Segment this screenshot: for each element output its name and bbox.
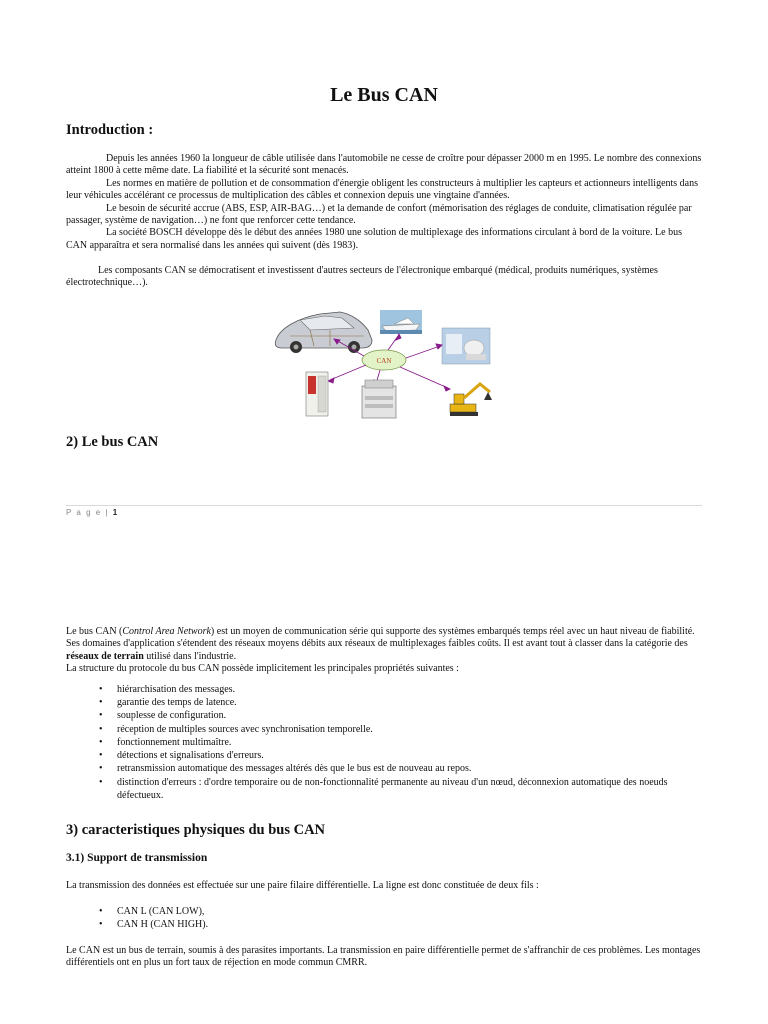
medical-equipment-image — [442, 328, 490, 364]
section2-heading: 2) Le bus CAN — [66, 434, 159, 450]
intro-text — [66, 153, 702, 252]
page-footer-divider — [66, 505, 702, 506]
intro-paragraph: Le besoin de sécurité accrue (ABS, ESP, AIR-BAG…) et la demande de confort (mémorisation des réglages de conduite, climatisation régulée par passager, système de navigation…) ne font que renforcer cette tendance. — [66, 202, 692, 227]
text-run: Le bus CAN ( — [66, 626, 123, 637]
structure-paragraph: La structure du protocole du bus CAN possède implicitement les principales propriétés suivantes : — [66, 663, 459, 675]
page-label: P a g e — [66, 508, 102, 517]
text-run-italic: Control Area Network — [122, 626, 211, 637]
text-run: ) est un moyen de communication série qui supporte des systèmes embarqués temps réel avec un haut niveau de fiabilité. Ses domaines d'application s'étendent des réseaux moyens débits aux réseaux de multiplexages faibles coûts. Il est avant tout à classer dans la catégorie des — [66, 626, 695, 650]
can-definition-paragraph — [66, 626, 702, 663]
list-item: • CAN H (CAN HIGH). — [66, 918, 702, 931]
list-item: • hiérarchisation des messages. — [66, 683, 702, 696]
list-item: • garantie des temps de latence. — [66, 696, 702, 709]
list-item: • CAN L (CAN LOW), — [66, 905, 702, 918]
page-footer: P a g e | 1 — [66, 508, 119, 517]
can-description — [66, 626, 702, 802]
intro-heading: Introduction : — [66, 122, 154, 138]
properties-list — [66, 683, 702, 803]
car-image — [275, 312, 372, 353]
list-item: • distinction d'erreurs : d'ordre temporaire ou de non-fonctionnalité permanente au niveau d'un nœud, déconnexion automatique des noeuds défectueux. — [66, 776, 702, 803]
can-lines-list — [66, 905, 702, 932]
can-bubble-label: CAN — [376, 357, 392, 365]
intro-paragraph: La société BOSCH développe dès le début des années 1980 une solution de multiplexage des informations circulant à bord de la voiture. Le bus CAN apparaîtra et sera normalisé dans les années qui suivent (dès 1983). — [66, 227, 682, 251]
section3-heading: 3) caracteristiques physiques du bus CAN — [66, 822, 326, 838]
list-item: • détections et signalisations d'erreurs. — [66, 749, 702, 762]
list-item: • réception de multiples sources avec synchronisation temporelle. — [66, 723, 702, 736]
page-number: 1 — [112, 508, 119, 517]
intro-paragraph: Depuis les années 1960 la longueur de câble utilisée dans l'automobile ne cesse de croître pour dépasser 2000 m en 1995. Le nombre des connexions atteint 1800 à cette même date. La fiabilité et la sécurité sont menacés. — [66, 153, 702, 177]
document-title: Le Bus CAN — [330, 84, 438, 106]
excavator-image — [450, 384, 492, 416]
intro-paragraph-components: Les composants CAN se démocratisent et investissent d'autres secteurs de l'électronique embarqué (médical, produits numériques, systèmes électrotechnique…). — [66, 265, 658, 289]
list-item: • souplesse de configuration. — [66, 709, 702, 722]
section31-heading: 3.1) Support de transmission — [66, 852, 208, 864]
can-lines-list-wrapper — [66, 905, 702, 932]
list-item: • fonctionnement multimaître. — [66, 736, 702, 749]
text-run: utilisé dans l'industrie. — [143, 650, 237, 662]
final-paragraph: Le CAN est un bus de terrain, soumis à des parasites importants. La transmission en paire différentielle permet de s'affranchir de ces problèmes. Les montages différentiels ont en plus un fort taux de réjection en mode commun CMRR. — [66, 945, 701, 969]
text-run-bold: réseaux de terrain — [66, 650, 144, 662]
can-applications-diagram — [270, 300, 500, 422]
list-item: • retransmission automatique des messages altérés dès que le bus est de nouveau au repos. — [66, 762, 702, 775]
section31-text: La transmission des données est effectuée sur une paire filaire différentielle. La ligne est donc constituée de deux fils : — [66, 880, 539, 891]
boat-image — [380, 310, 422, 334]
electrical-cabinet-image — [306, 372, 328, 416]
printer-image — [362, 380, 396, 418]
intro-paragraph: Les normes en matière de pollution et de consommation d'énergie obligent les constructeurs à multiplier les capteurs et actionneurs intelligents dans leur véhicules accélérant ce processus de multiplication des câbles et connexion depuis une vingtaine d'années. — [66, 177, 699, 202]
